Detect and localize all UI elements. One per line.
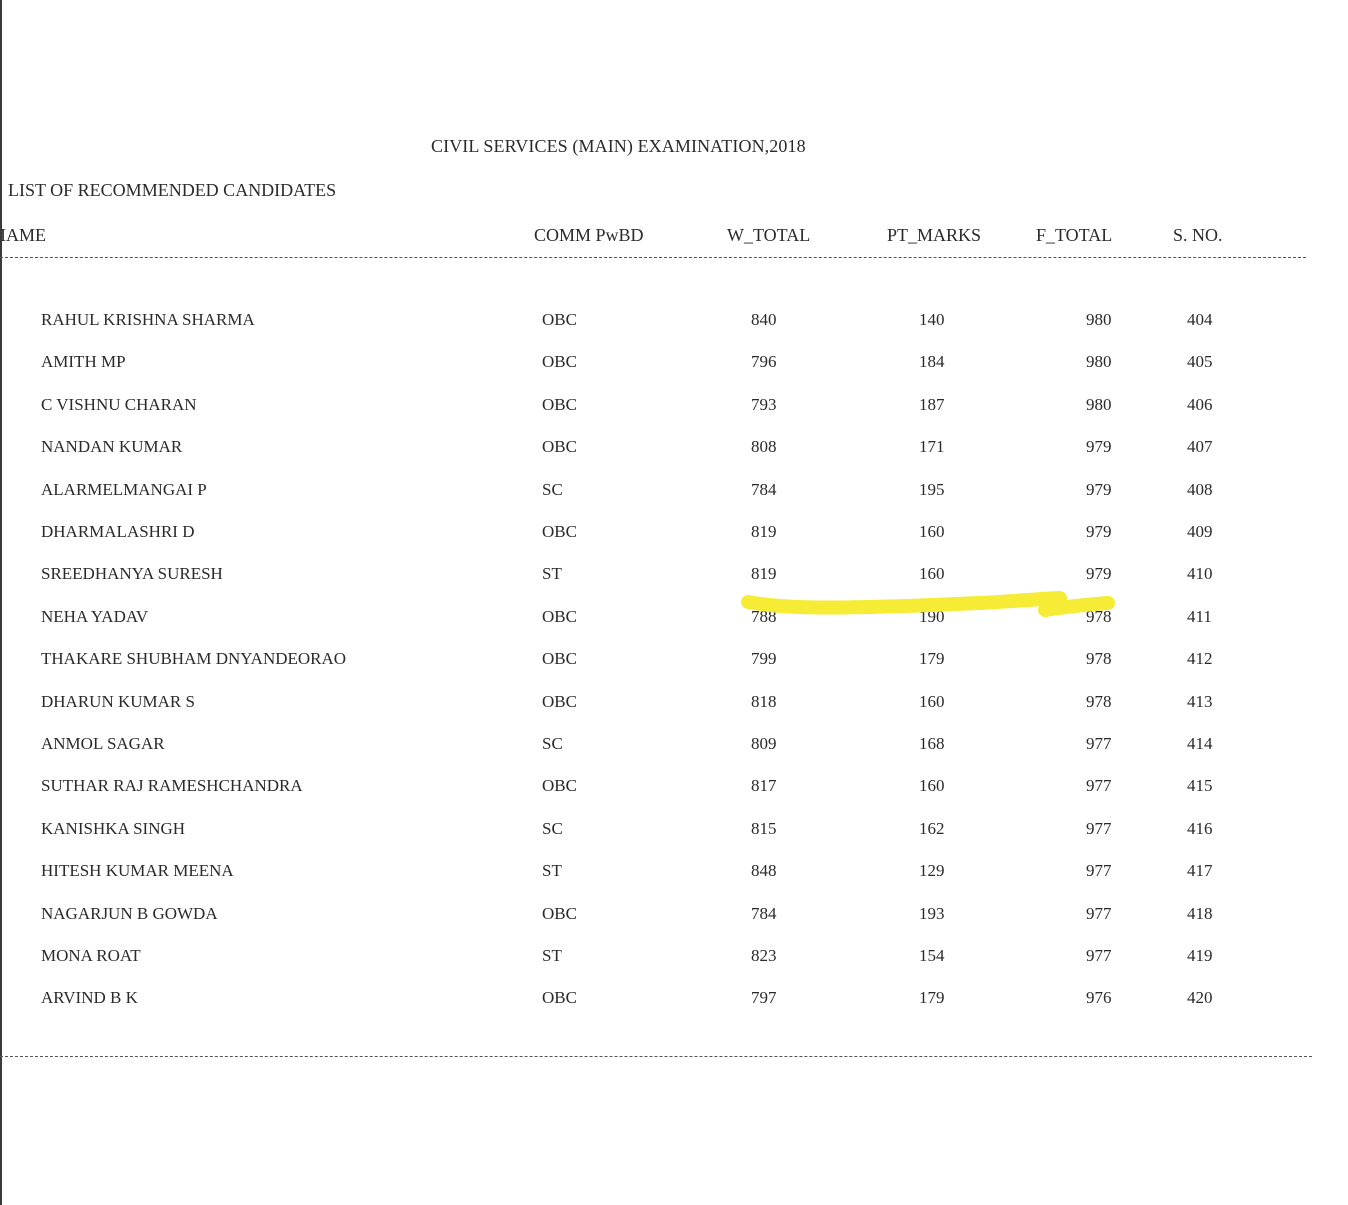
- candidate-serial-number: 416: [1187, 818, 1213, 838]
- candidate-pt-marks: 160: [919, 564, 945, 584]
- candidate-f-total: 979: [1086, 564, 1112, 584]
- candidate-serial-number: 417: [1187, 861, 1213, 881]
- candidate-f-total: 977: [1086, 776, 1112, 796]
- candidate-f-total: 979: [1086, 522, 1112, 541]
- candidate-f-total: 980: [1086, 394, 1112, 414]
- candidate-pt-marks: 184: [919, 352, 945, 372]
- candidate-name: HITESH KUMAR MEENA: [41, 861, 234, 881]
- candidate-community: ST: [542, 564, 562, 584]
- candidate-pt-marks: 162: [919, 818, 945, 838]
- table-row: [0, 904, 1348, 944]
- candidate-pt-marks: 160: [919, 776, 945, 796]
- candidate-name: KANISHKA SINGH: [41, 818, 186, 838]
- candidate-f-total: 979: [1086, 437, 1112, 457]
- candidate-name: MONA ROAT: [41, 946, 141, 965]
- candidate-name: ARVIND B K: [41, 988, 138, 1008]
- candidate-name: NANDAN KUMAR: [41, 437, 183, 457]
- candidate-w-total: 793: [751, 394, 777, 414]
- candidate-serial-number: 410: [1187, 564, 1213, 584]
- candidate-community: OBC: [542, 903, 577, 923]
- candidate-serial-number: 408: [1187, 479, 1213, 499]
- candidate-w-total: 848: [751, 861, 777, 881]
- header-dashed-rule: [0, 257, 1306, 258]
- candidate-serial-number: 420: [1187, 988, 1213, 1008]
- table-row: [0, 352, 1348, 392]
- candidate-serial-number: 409: [1187, 522, 1213, 541]
- table-row: [0, 946, 1348, 986]
- candidate-pt-marks: 160: [919, 522, 945, 541]
- document-subtitle: LIST OF RECOMMENDED CANDIDATES: [8, 180, 337, 200]
- candidate-f-total: 980: [1086, 310, 1112, 329]
- candidate-pt-marks: 168: [919, 734, 945, 753]
- candidate-name: DHARUN KUMAR S: [41, 691, 195, 711]
- candidate-pt-marks: 190: [919, 606, 945, 626]
- candidate-w-total: 784: [751, 903, 777, 923]
- candidate-w-total: 797: [751, 988, 777, 1008]
- candidate-f-total: 980: [1086, 352, 1112, 372]
- candidate-name: AMITH MP: [41, 352, 126, 372]
- candidate-community: OBC: [542, 606, 577, 626]
- candidate-f-total: 977: [1086, 946, 1112, 965]
- candidate-serial-number: 414: [1187, 734, 1213, 753]
- candidate-name: ANMOL SAGAR: [41, 734, 165, 753]
- column-header-pt-marks: PT_MARKS: [887, 225, 982, 245]
- table-row: [0, 734, 1348, 774]
- table-row: [0, 649, 1348, 689]
- table-row: [0, 564, 1348, 604]
- candidate-pt-marks: 171: [919, 437, 945, 457]
- candidate-serial-number: 418: [1187, 903, 1213, 923]
- candidate-serial-number: 413: [1187, 691, 1213, 711]
- candidate-pt-marks: 187: [919, 394, 945, 414]
- candidate-f-total: 978: [1086, 649, 1112, 669]
- candidate-f-total: 979: [1086, 479, 1112, 499]
- candidate-w-total: 784: [751, 479, 777, 499]
- table-row: [0, 776, 1348, 816]
- candidate-pt-marks: 160: [919, 691, 945, 711]
- candidate-w-total: 823: [751, 946, 777, 965]
- candidate-community: OBC: [542, 310, 577, 329]
- table-row: [0, 310, 1348, 350]
- candidate-community: SC: [542, 479, 563, 499]
- candidate-serial-number: 404: [1187, 310, 1213, 329]
- candidate-name: DHARMALASHRI D: [41, 522, 195, 541]
- candidate-community: OBC: [542, 776, 577, 796]
- candidate-w-total: 788: [751, 606, 777, 626]
- candidate-f-total: 976: [1086, 988, 1112, 1008]
- candidate-name: SREEDHANYA SURESH: [41, 564, 223, 584]
- candidate-pt-marks: 140: [919, 310, 945, 329]
- footer-dashed-rule: [0, 1056, 1312, 1057]
- table-row: [0, 861, 1348, 901]
- table-row: [0, 607, 1348, 647]
- candidate-community: OBC: [542, 649, 577, 669]
- candidate-pt-marks: 193: [919, 903, 945, 923]
- candidate-community: SC: [542, 818, 563, 838]
- column-header-comm-pwbd: COMM PwBD: [534, 225, 644, 245]
- column-header-name: IAME: [0, 225, 46, 245]
- candidate-community: ST: [542, 946, 562, 965]
- candidate-pt-marks: 195: [919, 479, 945, 499]
- candidate-w-total: 809: [751, 734, 777, 753]
- candidate-community: OBC: [542, 691, 577, 711]
- candidate-w-total: 818: [751, 691, 777, 711]
- candidate-pt-marks: 179: [919, 649, 945, 669]
- document-title: CIVIL SERVICES (MAIN) EXAMINATION,2018: [431, 136, 806, 156]
- candidate-pt-marks: 179: [919, 988, 945, 1008]
- candidate-community: OBC: [542, 988, 577, 1008]
- table-row: [0, 988, 1348, 1028]
- table-row: [0, 480, 1348, 520]
- candidate-community: ST: [542, 861, 562, 881]
- candidate-w-total: 817: [751, 776, 777, 796]
- candidate-serial-number: 405: [1187, 352, 1213, 372]
- candidate-w-total: 808: [751, 437, 777, 457]
- candidate-serial-number: 419: [1187, 946, 1213, 965]
- candidate-w-total: 819: [751, 522, 777, 541]
- candidate-name: NAGARJUN B GOWDA: [41, 903, 218, 923]
- candidate-f-total: 977: [1086, 734, 1112, 753]
- candidate-f-total: 978: [1086, 606, 1112, 626]
- table-row: [0, 692, 1348, 732]
- table-row: [0, 522, 1348, 562]
- candidate-f-total: 977: [1086, 818, 1112, 838]
- table-row: [0, 437, 1348, 477]
- candidate-community: OBC: [542, 437, 577, 457]
- candidate-w-total: 799: [751, 649, 777, 669]
- candidate-pt-marks: 154: [919, 946, 945, 965]
- candidate-w-total: 840: [751, 310, 777, 329]
- table-row: [0, 395, 1348, 435]
- candidate-w-total: 796: [751, 352, 777, 372]
- candidate-f-total: 978: [1086, 691, 1112, 711]
- candidate-name: NEHA YADAV: [41, 606, 149, 626]
- candidate-serial-number: 415: [1187, 776, 1213, 796]
- candidate-serial-number: 407: [1187, 437, 1213, 457]
- candidate-serial-number: 406: [1187, 394, 1213, 414]
- candidate-name: SUTHAR RAJ RAMESHCHANDRA: [41, 776, 303, 796]
- candidate-community: OBC: [542, 352, 577, 372]
- candidate-name: THAKARE SHUBHAM DNYANDEORAO: [41, 649, 347, 669]
- candidate-community: OBC: [542, 394, 577, 414]
- candidate-name: ALARMELMANGAI P: [41, 479, 207, 499]
- candidate-f-total: 977: [1086, 903, 1112, 923]
- table-row: [0, 819, 1348, 859]
- candidate-serial-number: 411: [1187, 606, 1212, 626]
- candidate-serial-number: 412: [1187, 649, 1213, 669]
- column-header-w-total: W_TOTAL: [727, 225, 811, 245]
- candidate-pt-marks: 129: [919, 861, 945, 881]
- candidate-w-total: 815: [751, 818, 777, 838]
- candidate-name: RAHUL KRISHNA SHARMA: [41, 310, 255, 329]
- column-header-f-total: F_TOTAL: [1036, 225, 1113, 245]
- column-header-s-no: S. NO.: [1173, 225, 1223, 245]
- candidate-community: SC: [542, 734, 563, 753]
- candidate-community: OBC: [542, 522, 577, 541]
- candidate-w-total: 819: [751, 564, 777, 584]
- candidate-f-total: 977: [1086, 861, 1112, 881]
- candidate-name: C VISHNU CHARAN: [41, 394, 197, 414]
